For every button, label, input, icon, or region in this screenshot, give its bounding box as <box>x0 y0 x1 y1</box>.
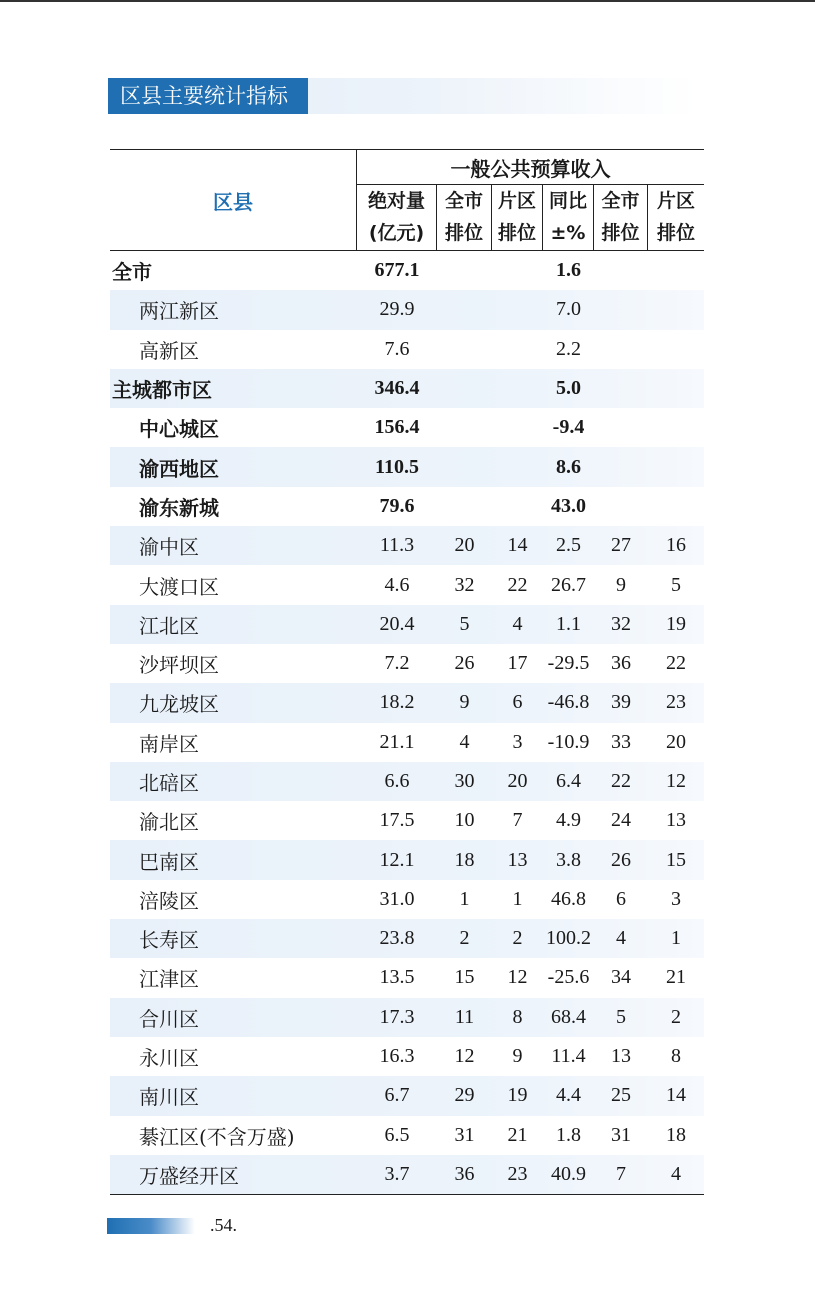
table-row <box>110 447 704 486</box>
cell-amount: 346.4 <box>374 377 420 400</box>
table-row <box>110 487 704 526</box>
cell-yoy-area-rank: 18 <box>666 1123 686 1146</box>
header-col-amount-line1: 绝对量 <box>367 190 425 212</box>
cell-amount: 11.3 <box>379 534 415 557</box>
cell-yoy: 2.2 <box>556 337 581 360</box>
row-name: 渝东新城 <box>139 495 219 520</box>
cell-yoy-city-rank: 5 <box>616 1005 626 1028</box>
cell-yoy-city-rank: 24 <box>611 809 631 832</box>
cell-yoy: 3.8 <box>556 848 581 871</box>
table-row <box>110 330 704 369</box>
cell-yoy: 8.6 <box>556 455 581 478</box>
table-header <box>110 150 704 251</box>
header-county: 区县 <box>110 150 357 250</box>
table-row <box>110 998 704 1037</box>
row-name: 涪陵区 <box>139 888 199 913</box>
cell-yoy-city-rank: 27 <box>611 534 631 557</box>
cell-yoy-area-rank: 15 <box>666 848 686 871</box>
statistics-table <box>110 149 704 1195</box>
header-col-area-rank-line1: 片区 <box>497 190 536 212</box>
cell-amount: 17.5 <box>379 809 415 832</box>
row-name: 綦江区(不含万盛) <box>139 1124 295 1149</box>
table-row <box>110 723 704 762</box>
cell-area-rank: 21 <box>507 1123 528 1146</box>
header-col-yoy-area-rank-line1: 片区 <box>656 190 695 212</box>
cell-city-rank: 31 <box>454 1123 475 1146</box>
cell-area-rank: 14 <box>507 534 528 557</box>
table-row <box>110 683 704 722</box>
table-row <box>110 801 704 840</box>
header-col-yoy-city-rank <box>594 184 648 250</box>
header-col-yoy-line2: ±% <box>550 222 586 244</box>
cell-city-rank: 15 <box>454 966 475 989</box>
cell-area-rank: 7 <box>512 809 523 832</box>
table-body <box>110 251 704 1194</box>
cell-amount: 79.6 <box>379 494 415 517</box>
table-row <box>110 958 704 997</box>
cell-area-rank: 13 <box>507 848 528 871</box>
cell-amount: 4.6 <box>384 573 410 596</box>
cell-yoy: 40.9 <box>551 1162 586 1185</box>
cell-yoy-area-rank: 5 <box>671 573 681 596</box>
cell-yoy: 2.5 <box>556 534 581 557</box>
cell-city-rank: 30 <box>454 770 475 792</box>
page-number: .54. <box>210 1215 237 1235</box>
cell-city-rank: 10 <box>454 809 475 832</box>
header-col-area-rank <box>492 184 543 250</box>
header-col-amount <box>357 184 437 250</box>
cell-yoy-area-rank: 19 <box>666 612 686 635</box>
cell-yoy-city-rank: 33 <box>611 730 631 753</box>
cell-area-rank: 3 <box>512 730 523 753</box>
cell-yoy-city-rank: 36 <box>611 652 631 675</box>
row-name: 沙坪坝区 <box>139 653 219 678</box>
cell-amount: 23.8 <box>379 927 415 950</box>
cell-amount: 29.9 <box>379 298 415 321</box>
cell-area-rank: 9 <box>512 1045 523 1068</box>
cell-amount: 677.1 <box>374 259 420 282</box>
cell-amount: 3.7 <box>384 1162 410 1185</box>
header-col-area-rank-line2: 排位 <box>497 222 536 244</box>
cell-yoy-area-rank: 4 <box>671 1162 681 1185</box>
cell-yoy: -25.6 <box>547 966 590 989</box>
cell-amount: 31.0 <box>379 887 415 910</box>
cell-area-rank: 4 <box>512 612 523 635</box>
cell-yoy-city-rank: 25 <box>611 1084 631 1107</box>
cell-yoy: 100.2 <box>546 927 591 950</box>
header-col-yoy-area-rank-line2: 排位 <box>656 222 695 244</box>
cell-amount: 6.5 <box>384 1123 410 1146</box>
cell-amount: 156.4 <box>374 416 420 439</box>
cell-yoy-city-rank: 6 <box>616 887 626 910</box>
header-col-amount-line2: (亿元) <box>368 222 425 244</box>
table-row <box>110 1076 704 1115</box>
cell-yoy-area-rank: 8 <box>671 1045 681 1068</box>
cell-amount: 17.3 <box>379 1005 415 1028</box>
cell-yoy-area-rank: 23 <box>666 691 686 714</box>
cell-amount: 7.6 <box>384 337 410 360</box>
table-row <box>110 1155 704 1194</box>
cell-amount: 6.7 <box>384 1084 410 1107</box>
header-col-yoy-city-rank-line2: 排位 <box>601 222 640 244</box>
row-name: 全市 <box>112 260 152 285</box>
row-name: 大渡口区 <box>139 574 219 599</box>
table-row <box>110 369 704 408</box>
row-name: 合川区 <box>139 1006 199 1031</box>
cell-yoy-area-rank: 14 <box>666 1084 686 1107</box>
cell-city-rank: 9 <box>459 691 470 714</box>
cell-yoy-city-rank: 31 <box>611 1123 631 1146</box>
cell-yoy-city-rank: 9 <box>616 573 626 596</box>
table-row <box>110 408 704 447</box>
cell-area-rank: 17 <box>507 652 528 675</box>
cell-area-rank: 2 <box>512 927 523 950</box>
cell-yoy-area-rank: 21 <box>666 966 686 989</box>
table-row <box>110 919 704 958</box>
table-row <box>110 605 704 644</box>
cell-yoy-area-rank: 16 <box>666 534 686 557</box>
cell-yoy-area-rank: 2 <box>671 1005 681 1028</box>
cell-city-rank: 36 <box>454 1162 475 1185</box>
row-name: 渝北区 <box>139 810 199 835</box>
row-name: 主城都市区 <box>112 378 212 403</box>
cell-yoy: 5.0 <box>556 377 581 400</box>
row-name: 北碚区 <box>139 771 199 795</box>
table-row <box>110 840 704 879</box>
table-row <box>110 644 704 683</box>
row-name: 中心城区 <box>139 417 219 442</box>
cell-amount: 110.5 <box>375 455 419 478</box>
cell-amount: 16.3 <box>379 1045 415 1068</box>
cell-city-rank: 29 <box>454 1084 475 1107</box>
cell-yoy: 4.4 <box>556 1084 581 1107</box>
header-col-yoy <box>543 184 594 250</box>
cell-yoy-area-rank: 1 <box>671 927 681 950</box>
cell-amount: 6.6 <box>384 770 410 792</box>
header-col-city-rank <box>437 184 492 250</box>
cell-yoy-city-rank: 26 <box>611 848 631 871</box>
header-col-yoy-area-rank <box>648 184 704 250</box>
cell-yoy: -29.5 <box>547 652 590 675</box>
cell-city-rank: 26 <box>454 652 475 675</box>
table-row <box>110 762 704 801</box>
cell-yoy: 26.7 <box>551 573 586 596</box>
cell-yoy: 68.4 <box>551 1005 586 1028</box>
row-name: 高新区 <box>139 338 199 363</box>
cell-city-rank: 12 <box>454 1045 475 1068</box>
page-title: 区县主要统计指标 <box>108 78 308 114</box>
cell-area-rank: 19 <box>507 1084 528 1107</box>
header-col-city-rank-line2: 排位 <box>444 222 483 244</box>
header-col-yoy-line1: 同比 <box>548 190 587 212</box>
cell-yoy-city-rank: 13 <box>611 1045 631 1068</box>
cell-city-rank: 20 <box>454 534 475 557</box>
cell-area-rank: 20 <box>507 770 528 792</box>
cell-city-rank: 2 <box>459 927 470 950</box>
cell-city-rank: 1 <box>459 887 470 910</box>
cell-yoy-city-rank: 22 <box>611 770 631 792</box>
row-name: 南岸区 <box>139 731 199 756</box>
row-name: 南川区 <box>139 1085 199 1110</box>
cell-yoy-city-rank: 34 <box>611 966 631 989</box>
cell-area-rank: 1 <box>512 887 523 910</box>
cell-yoy: -46.8 <box>547 691 590 714</box>
row-name: 巴南区 <box>139 849 199 874</box>
cell-yoy: 6.4 <box>556 770 581 792</box>
cell-amount: 20.4 <box>379 612 415 635</box>
cell-area-rank: 22 <box>507 573 528 596</box>
cell-area-rank: 8 <box>512 1005 523 1028</box>
cell-yoy: 43.0 <box>551 494 586 517</box>
cell-area-rank: 6 <box>512 691 523 714</box>
header-col-city-rank-line1: 全市 <box>444 190 483 212</box>
top-rule <box>0 0 815 2</box>
cell-yoy-area-rank: 13 <box>666 809 686 832</box>
table-row <box>110 290 704 329</box>
table-row <box>110 565 704 604</box>
table-row <box>110 1116 704 1155</box>
row-name: 渝西地区 <box>139 456 219 481</box>
row-name: 九龙坡区 <box>139 692 219 717</box>
cell-yoy: 1.1 <box>556 612 581 635</box>
cell-city-rank: 32 <box>454 573 475 596</box>
cell-city-rank: 4 <box>459 730 470 753</box>
cell-yoy-city-rank: 32 <box>611 612 631 635</box>
cell-yoy: 46.8 <box>551 887 586 910</box>
cell-yoy-area-rank: 3 <box>671 887 681 910</box>
row-name: 长寿区 <box>139 928 199 953</box>
cell-yoy-area-rank: 12 <box>666 770 686 792</box>
cell-amount: 13.5 <box>379 966 415 989</box>
cell-yoy: 1.8 <box>556 1123 581 1146</box>
cell-area-rank: 23 <box>507 1162 528 1185</box>
cell-yoy: -9.4 <box>552 416 585 439</box>
footer-bar <box>107 1218 195 1234</box>
cell-yoy: 11.4 <box>551 1045 586 1068</box>
header-group: 一般公共预算收入 <box>357 150 704 185</box>
table-bottom-rule <box>110 1194 704 1195</box>
cell-amount: 7.2 <box>384 652 410 675</box>
cell-yoy-city-rank: 7 <box>616 1162 626 1185</box>
row-name: 江津区 <box>139 967 199 992</box>
table-row <box>110 880 704 919</box>
row-name: 江北区 <box>139 613 199 638</box>
row-name: 永川区 <box>139 1046 199 1071</box>
cell-yoy: 1.6 <box>556 259 581 282</box>
table-row <box>110 526 704 565</box>
cell-amount: 21.1 <box>379 730 415 753</box>
cell-amount: 12.1 <box>379 848 415 871</box>
row-name: 两江新区 <box>139 299 219 324</box>
cell-yoy-city-rank: 39 <box>611 691 631 714</box>
table-row <box>110 1037 704 1076</box>
cell-yoy: 4.9 <box>556 809 581 832</box>
row-name: 万盛经开区 <box>139 1163 239 1188</box>
cell-city-rank: 5 <box>459 612 470 635</box>
cell-area-rank: 12 <box>507 966 528 989</box>
cell-yoy-area-rank: 20 <box>666 730 686 753</box>
cell-amount: 18.2 <box>379 691 415 714</box>
cell-yoy: -10.9 <box>547 730 590 753</box>
cell-yoy-city-rank: 4 <box>616 927 626 950</box>
header-col-yoy-city-rank-line1: 全市 <box>601 190 640 212</box>
table-row <box>110 251 704 290</box>
row-name: 渝中区 <box>139 535 199 560</box>
cell-yoy: 7.0 <box>556 298 581 321</box>
cell-city-rank: 11 <box>454 1005 475 1028</box>
cell-yoy-area-rank: 22 <box>666 652 686 675</box>
cell-city-rank: 18 <box>454 848 475 871</box>
